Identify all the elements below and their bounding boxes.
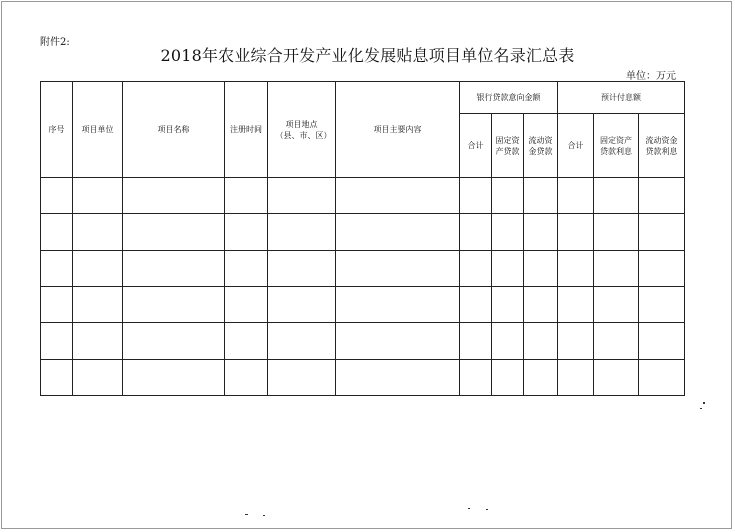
table-cell [594,286,639,322]
table-cell [594,178,639,214]
table-row [41,323,685,359]
table-row [41,359,685,395]
table-cell [558,250,594,286]
table-row [41,178,685,214]
table-cell [558,214,594,250]
table-row [41,286,685,322]
table-cell [639,178,685,214]
table-cell [225,250,268,286]
table-cell [594,359,639,395]
table-cell [524,323,558,359]
table-cell [558,178,594,214]
table-cell [41,286,73,322]
scan-speck [703,402,705,404]
scan-speck [700,408,702,409]
table-cell [41,250,73,286]
table-cell [268,178,336,214]
table-cell [639,214,685,250]
table-cell [492,250,524,286]
summary-table [40,81,685,396]
header-bank-total: 合计 [460,114,492,178]
table-cell [492,286,524,322]
table-row [41,250,685,286]
table-cell [123,250,225,286]
table-cell [558,359,594,395]
table-cell [460,286,492,322]
scan-speck [263,515,265,516]
table-cell [558,286,594,322]
table-cell [336,250,460,286]
table-cell [73,323,123,359]
table-cell [524,286,558,322]
table-cell [41,359,73,395]
table-cell [524,250,558,286]
table-row [41,214,685,250]
header-bank-group: 银行贷款意向金额 [460,82,558,114]
table-cell [73,250,123,286]
header-interest-working: 流动资金贷款利息 [639,114,685,178]
table-cell [41,323,73,359]
table-cell [73,359,123,395]
table-cell [460,359,492,395]
table-cell [336,323,460,359]
table-cell [41,178,73,214]
table-cell [492,178,524,214]
table-cell [639,286,685,322]
table-cell [268,323,336,359]
attachment-label: 附件2: [40,37,70,48]
table-cell [639,323,685,359]
table-cell [225,178,268,214]
table-cell [492,359,524,395]
table-cell [460,323,492,359]
table-cell [639,250,685,286]
header-interest-group: 预计付息额 [558,82,685,114]
table-cell [73,286,123,322]
table-cell [268,214,336,250]
scan-speck [468,508,470,509]
table-cell [123,359,225,395]
table-cell [123,323,225,359]
scan-speck [486,509,488,510]
table-cell [594,323,639,359]
table-cell [460,178,492,214]
table-cell [225,214,268,250]
table-cell [524,214,558,250]
table-cell [268,250,336,286]
header-reg-time: 注册时间 [225,82,268,178]
table-cell [73,178,123,214]
table-cell [336,214,460,250]
table-cell [524,359,558,395]
table-cell [268,286,336,322]
table-cell [225,323,268,359]
header-interest-total: 合计 [558,114,594,178]
header-unit: 项目单位 [73,82,123,178]
table-cell [268,359,336,395]
scan-speck [245,514,248,515]
table-cell [123,286,225,322]
document-title: 2018年农业综合开发产业化发展贴息项目单位名录汇总表 [160,46,575,65]
header-interest-fixed: 固定资产贷款利息 [594,114,639,178]
table-cell [336,178,460,214]
table-cell [594,214,639,250]
table-cell [492,214,524,250]
table-cell [492,323,524,359]
table-cell [460,214,492,250]
header-content: 项目主要内容 [336,82,460,178]
header-seq: 序号 [41,82,73,178]
header-bank-fixed: 固定资产贷款 [492,114,524,178]
header-location: 项目地点（县、市、区） [268,82,336,178]
table-cell [558,323,594,359]
table-cell [524,178,558,214]
table-cell [123,178,225,214]
header-name: 项目名称 [123,82,225,178]
table-cell [41,214,73,250]
table-cell [336,286,460,322]
table-cell [123,214,225,250]
table-cell [225,286,268,322]
table-cell [73,214,123,250]
header-bank-working: 流动资金贷款 [524,114,558,178]
table-cell [594,250,639,286]
table-cell [336,359,460,395]
table-cell [225,359,268,395]
unit-label: 单位：万元 [626,71,676,82]
table-cell [460,250,492,286]
table-cell [639,359,685,395]
